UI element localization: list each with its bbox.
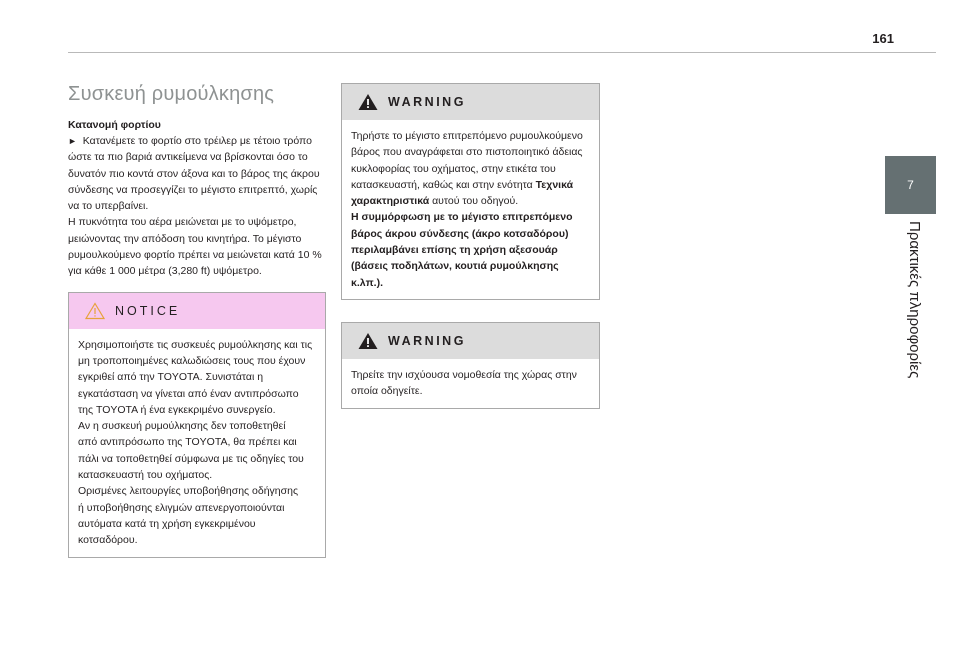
notice-header <box>69 293 325 329</box>
warning1-line-4: κατασκευαστή, καθώς και στην ενότητα Τεχνικά <box>351 178 574 191</box>
warning1-bold-line-3: (βάσεις ποδηλάτων, κουτιά ρυμούλκησης <box>351 260 559 273</box>
notice-body <box>69 329 325 557</box>
notice-title: NOTICE <box>115 303 181 318</box>
warning1-line-2: βάρος που αναγράφεται στο πιστοποιητικό άδειας <box>351 146 583 159</box>
warning-body-1 <box>342 120 599 299</box>
load-distribution-heading: Κατανομή φορτίου <box>68 119 161 131</box>
left-column <box>68 83 326 558</box>
warning1-line-1: Τηρήστε το μέγιστο επιτρεπόμενο ρυμουλκούμενο <box>351 130 583 142</box>
tech-specs-bold: Τεχνικά <box>535 178 574 191</box>
warning2-line-1: οποία οδηγείτε. <box>351 385 423 398</box>
right-column <box>341 83 600 409</box>
warning1-bold-line-4: κ.λπ.). <box>351 276 383 289</box>
warning-triangle-filled-icon <box>358 93 378 111</box>
notice-line-10: ή υποβοήθησης ελιγμών απενεργοποιούνται <box>78 501 285 514</box>
chapter-title: Πρακτικές πληροφορίες <box>906 221 923 379</box>
warning-header-2 <box>342 323 599 359</box>
load-line-8: για κάθε 1 000 μέτρα (3,280 ft) υψόμετρο. <box>68 265 262 278</box>
warning-box-1 <box>341 83 600 300</box>
notice-line-11: αυτόματα κατά τη χρήση εγκεκριμένου <box>78 517 256 530</box>
load-line-5: Η πυκνότητα του αέρα μειώνεται με το υψόμετρο, <box>68 216 297 229</box>
notice-line-4: της TOYOTA ή ένα εγκεκριμένο συνεργείο. <box>78 403 276 416</box>
notice-line-12: κοτσαδόρου. <box>78 534 138 547</box>
chapter-number: 7 <box>907 178 914 192</box>
load-line-2: δυνατόν πιο κοντά στον άξονα και το βάρος της άκρου <box>68 167 320 180</box>
warning2-line-0: Τηρείτε την ισχύουσα νομοθεσία της χώρας στην <box>351 368 577 381</box>
notice-line-6: από αντιπρόσωπο της TOYOTA, θα πρέπει και <box>78 436 297 449</box>
warning-title-1: WARNING <box>388 95 466 109</box>
notice-line-7: πάλι να τοποθετηθεί σύμφωνα με τις οδηγίες του <box>78 452 304 465</box>
notice-line-8: κατασκευαστή του οχήματος. <box>78 469 213 482</box>
header-rule <box>68 52 936 53</box>
notice-line-1: μη τροποποιημένες καλωδιώσεις τους που έχουν <box>78 354 306 367</box>
warning1-line-3: κυκλοφορίας του οχήματος, στην ετικέτα του <box>351 162 556 175</box>
bullet-arrow-icon: ► <box>68 136 77 146</box>
warning-box-2 <box>341 322 600 409</box>
warning1-bold-line-0: Η συμμόρφωση με το μέγιστο επιτρεπόμενο <box>351 211 573 224</box>
warning-title-2: WARNING <box>388 333 466 348</box>
warning1-line-5: χαρακτηριστικά αυτού του οδηγού. <box>351 195 519 208</box>
warning-triangle-outline-icon <box>85 302 105 320</box>
load-line-4: να το υπερβαίνει. <box>68 200 149 213</box>
warning1-bold-line-2: περιλαμβάνει επίσης τη χρήση αξεσουάρ <box>351 244 558 257</box>
notice-line-2: εγκριθεί από την TOYOTA. Συνιστάται η <box>78 371 264 384</box>
warning-triangle-filled-icon <box>358 332 378 350</box>
notice-line-3: εγκατάσταση να γίνεται από έναν αντιπρόσωπο <box>78 387 299 400</box>
chapter-title-wrap <box>885 221 936 381</box>
warning-body-2 <box>342 359 599 408</box>
notice-box <box>68 292 326 558</box>
notice-line-5: Αν η συσκευή ρυμούλκησης δεν τοποθετηθεί <box>78 420 286 433</box>
warning-header-1 <box>342 84 599 120</box>
page-number: 161 <box>872 31 894 46</box>
load-line-7: ρυμουλκούμενο φορτίο πρέπει να μειώνεται κατά 10 % <box>68 249 322 262</box>
chapter-tab <box>885 156 936 214</box>
warning1-bold-line-1: βάρος άκρου σύνδεσης (άκρο κοτσαδόρου) <box>351 227 569 240</box>
load-line-6: μειώνοντας την απόδοση του κινητήρα. Το μέγιστο <box>68 232 302 245</box>
section-title: Συσκευή ρυμούλκησης <box>68 83 275 105</box>
notice-line-9: Ορισμένες λειτουργίες υποβοήθησης οδήγησης <box>78 485 299 498</box>
load-line-0: ► Κατανέμετε το φορτίο στο τρέιλερ με τέτοιο τρόπο <box>68 135 312 147</box>
notice-line-0: Χρησιμοποιήστε τις συσκευές ρυμούλκησης και τις <box>78 338 313 351</box>
load-line-3: σύνδεσης να προσεγγίζει το μέγιστο επιτρεπτό, χωρίς <box>68 183 318 196</box>
load-line-1: ώστε τα πιο βαριά αντικείμενα να βρίσκονται όσο το <box>68 151 308 164</box>
